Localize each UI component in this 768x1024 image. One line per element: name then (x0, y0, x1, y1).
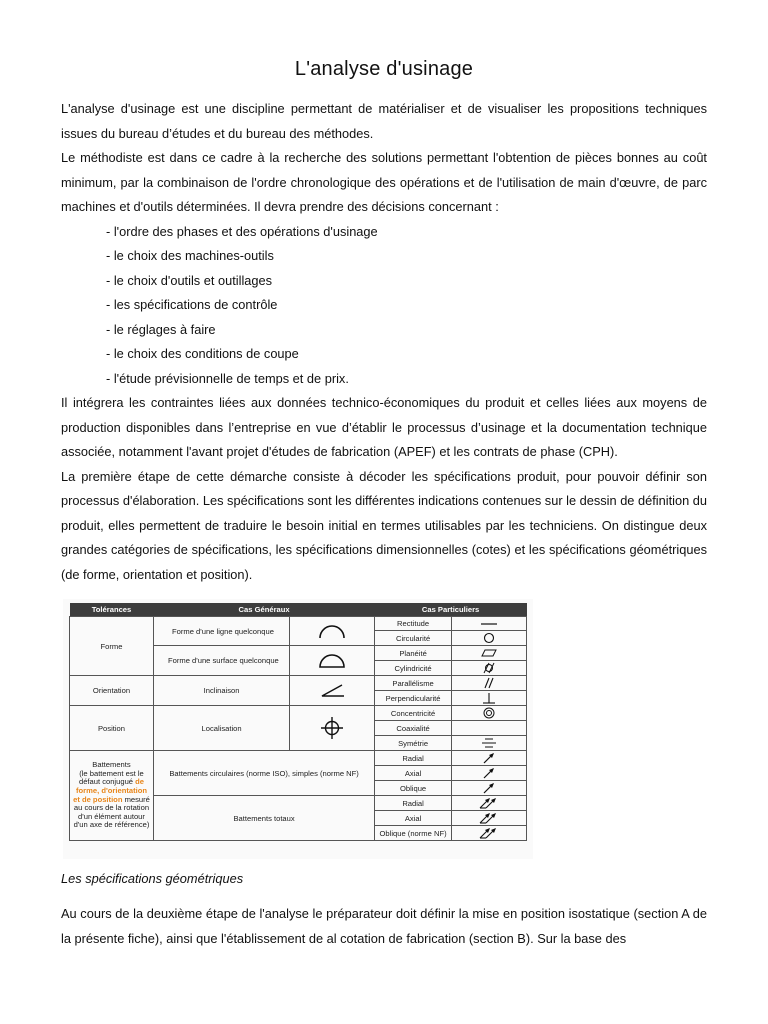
table-row (70, 706, 527, 721)
cell-forme-ligne: Forme d'une ligne quelconque (154, 617, 290, 646)
cell-symbol (452, 766, 527, 781)
total-runout-icon (478, 812, 500, 824)
tolerance-table (69, 603, 527, 841)
cell-symbol (290, 617, 375, 646)
perpendicularity-icon (481, 692, 497, 704)
cell-circularite: Circularité (375, 631, 452, 646)
page-title: L'analyse d'usinage (294, 58, 474, 80)
tolerance-table-figure (63, 599, 533, 859)
header-tolerances: Tolérances (70, 603, 154, 617)
list-item: - l'ordre des phases et des opérations d'usinage (106, 223, 378, 239)
cylindricity-icon (480, 662, 498, 674)
line-profile-icon (316, 621, 348, 641)
battements-desc-orange: forme, d'orientation et de position (73, 785, 147, 804)
decision-list (61, 220, 707, 392)
total-runout-icon (478, 797, 500, 809)
paragraph-2: Le méthodiste est dans ce cadre à la recherche des solutions permettant l'obtention de pièces bonnes au coût minimum, par la combinaison de l'ordre chronologique des opérations et de l'utilisation de main d'œuvre, de parc machines et d'outils déterminées. Il devra prendre des décisions concernant : (61, 150, 707, 214)
cell-symbol (452, 721, 527, 736)
paragraph-1: L'analyse d'usinage est une discipline permettant de matérialiser et de visualiser les propositions techniques issues du bureau d’études et du bureau des méthodes. (61, 101, 707, 141)
cell-battements-circulaires: Battements circulaires (norme ISO), simples (norme NF) (154, 751, 375, 796)
cell-symbol (452, 661, 527, 676)
paragraph-3: Il intégrera les contraintes liées aux données technico-économiques du produit et celles liées aux moyens de production disponibles dans l’entreprise en vue d’établir le processus d’usinage et la documentation technique associée, notamment l'avant projet d'études de fabrication (APEF) et les contrats de phase (CPH). (61, 395, 707, 459)
battements-desc-c: mesuré au cours de la rotation d'un élément autour d'un axe de référence) (73, 794, 150, 830)
surface-profile-icon (316, 650, 348, 672)
row-label-position: Position (70, 706, 154, 751)
cell-symbol (452, 736, 527, 751)
row-label-forme: Forme (70, 617, 154, 676)
cell-symbol (452, 691, 527, 706)
cell-radial-total: Radial (375, 796, 452, 811)
battements-desc-de: de (135, 777, 145, 787)
cell-oblique: Oblique (375, 781, 452, 796)
runout-arrow-icon (481, 767, 497, 779)
cell-parallelisme: Parallélisme (375, 676, 452, 691)
cell-inclinaison: Inclinaison (154, 676, 290, 706)
cell-symbol (452, 631, 527, 646)
symmetry-icon (480, 737, 498, 749)
table-header-row (70, 603, 527, 617)
header-cas-particuliers: Cas Particuliers (375, 603, 527, 617)
parallelism-icon (481, 677, 497, 689)
cell-localisation: Localisation (154, 706, 290, 751)
paragraph-4: La première étape de cette démarche consiste à décoder les spécifications produit, pour pouvoir définir son processus d'élaboration. Les spécifications sont les différentes indications contenues sur le dessin de définition du produit, elles permettent de traduire le besoin initial en termes utilisables par les techniciens. On distingue deux grandes catégories de spécifications, les spécifications dimensionnelles (cotes) et les spécifications géométriques (de forme, orientation et position). (61, 468, 707, 582)
cell-coaxialite: Coaxialité (375, 721, 452, 736)
table-row (70, 676, 527, 691)
cell-radial: Radial (375, 751, 452, 766)
list-item: - le choix des machines-outils (106, 248, 274, 263)
list-item: - le choix des conditions de coupe (106, 346, 299, 361)
cell-symbol (452, 826, 527, 841)
cell-battements-totaux: Battements totaux (154, 796, 375, 841)
list-item: - le choix d'outils et outillages (106, 272, 273, 288)
straightness-icon (479, 619, 499, 629)
header-cas-generaux: Cas Généraux (154, 603, 375, 617)
paragraph-5: Au cours de la deuxième étape de l'analyse le préparateur doit définir la mise en position isostatique (section A de la présente fiche), ainsi que l'établissement de al cotation de fabrication (section B). Sur la base des (61, 906, 707, 946)
table-row (70, 617, 527, 631)
flatness-icon (480, 648, 498, 658)
cell-symbol (452, 676, 527, 691)
intro-text (61, 97, 707, 587)
cell-symbol (290, 676, 375, 706)
cell-symbol (452, 796, 527, 811)
concentricity-icon (482, 707, 496, 719)
cell-symetrie: Symétrie (375, 736, 452, 751)
runout-arrow-icon (481, 752, 497, 764)
cell-cylindricite: Cylindricité (375, 661, 452, 676)
cell-perpendicularite: Perpendicularité (375, 691, 452, 706)
position-icon (317, 715, 347, 741)
table-row (70, 751, 527, 766)
cell-symbol (452, 617, 527, 631)
cell-axial-total: Axial (375, 811, 452, 826)
cell-rectitude: Rectitude (375, 617, 452, 631)
battements-desc-a: (le battement est le défaut conjugué (78, 768, 144, 787)
section-title: Les spécifications géométriques (61, 871, 244, 886)
cell-symbol (452, 751, 527, 766)
battements-title: Battements (92, 760, 131, 770)
total-runout-icon (478, 827, 500, 839)
cell-symbol (290, 706, 375, 751)
row-label-orientation: Orientation (70, 676, 154, 706)
list-item: - le réglages à faire (106, 321, 216, 337)
cell-symbol (452, 781, 527, 796)
cell-symbol (452, 706, 527, 721)
runout-arrow-icon (481, 782, 497, 794)
cell-symbol (452, 811, 527, 826)
cell-forme-surface: Forme d'une surface quelconque (154, 646, 290, 676)
cell-axial: Axial (375, 766, 452, 781)
list-item: - les spécifications de contrôle (106, 297, 278, 312)
cell-symbol (452, 646, 527, 661)
cell-symbol (290, 646, 375, 676)
angularity-icon (316, 681, 348, 701)
circularity-icon (482, 632, 496, 644)
cell-concentricite: Concentricité (375, 706, 452, 721)
row-label-battements (70, 751, 154, 841)
cell-planeite: Planéité (375, 646, 452, 661)
cell-oblique-nf: Oblique (norme NF) (375, 826, 452, 841)
list-item: - l'étude prévisionnelle de temps et de prix. (106, 370, 349, 386)
